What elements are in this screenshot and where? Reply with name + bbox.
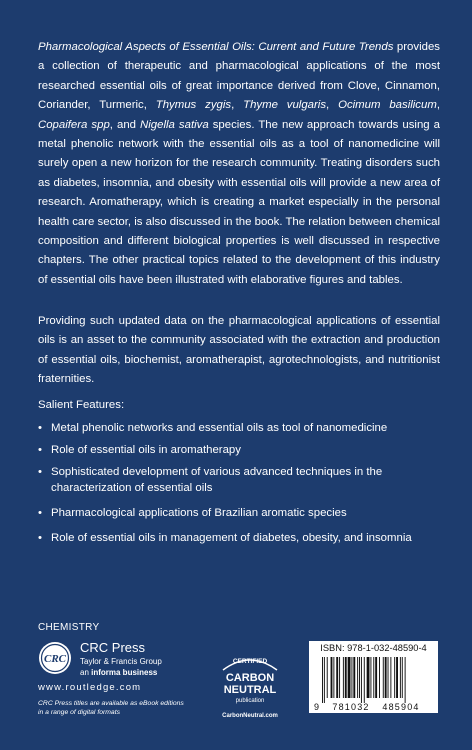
barcode-bar: [333, 657, 334, 698]
barcode-panel: [309, 641, 438, 713]
barcode-bar: [327, 657, 328, 698]
bullet-icon: •: [38, 507, 42, 519]
publisher-name: CRC Press: [80, 640, 146, 655]
features-list: [38, 420, 440, 546]
barcode-bar: [348, 657, 351, 698]
barcode-bar: [375, 657, 377, 698]
barcode-bar: [405, 657, 406, 703]
barcode-bars: [322, 657, 406, 703]
subject-category: CHEMISTRY: [38, 622, 100, 633]
barcode-bar: [390, 657, 391, 698]
ebook-note-line-2: in a range of digital formats: [38, 709, 120, 716]
barcode-bar: [373, 657, 374, 698]
barcode-bar: [345, 657, 347, 698]
barcode-bar: [400, 657, 401, 698]
barcode-bar: [364, 657, 365, 703]
publisher-informa: an informa business: [80, 668, 158, 677]
publisher-group: Taylor & Francis Group: [80, 657, 162, 666]
carbon-neutral-logo-icon: [215, 648, 285, 720]
barcode-bar: [322, 657, 323, 703]
description-paragraph-1: Pharmacological Aspects of Essential Oils: Current and Future Trends provides a collection of therapeutic and pharmacological applications of the most researched essential oils of great importance derived from Clove, Cinnamon, Coriander, Turmeric, Thymus zygis, Thyme vulgaris, Ocimum basilicum, Copaifera spp, and Nigella sativa species. The new approach towards using a metal phenolic network with the essential oils as a tool of nanomedicine will surely open a new horizon for the research community. Treating disorders such as diabetes, insomnia, and obesity with essential oils will provide a new area of research. Aromatherapy, which is creating a market especially in the personal health care sector, is also discussed in the book. The relation between chemical composition and different biological properties is well discussed in respective chapters. The other practical topics related to the development of this industry of essential oils have been illustrated with elaborative figures and tables.: [38, 41, 440, 286]
feature-item: • Sophisticated development of various advanced techniques in the characterization of essential oils: [38, 466, 383, 494]
ebook-note-line-1: CRC Press titles are available as eBook editions: [38, 700, 184, 707]
barcode-bar: [324, 657, 325, 703]
barcode-bar: [379, 657, 380, 698]
barcode-bar: [339, 657, 340, 698]
barcode-bar: [361, 657, 362, 703]
bullet-icon: •: [38, 444, 42, 456]
crc-press-logo-icon: [38, 641, 72, 675]
salient-features-heading: Salient Features:: [38, 399, 125, 411]
feature-item: • Metal phenolic networks and essential oils as tool of nanomedicine: [38, 422, 388, 434]
barcode-digits-left: 781032: [332, 702, 370, 712]
cn-certified-text: CERTIFIED: [232, 658, 268, 665]
barcode-bar: [353, 657, 355, 698]
barcode-bar: [336, 657, 338, 698]
barcode-bar: [383, 657, 384, 698]
barcode-bar: [388, 657, 389, 698]
barcode-bar: [343, 657, 344, 698]
barcode-digit-first: 9: [314, 702, 320, 712]
feature-item: • Role of essential oils in aromatherapy: [38, 444, 241, 456]
book-title: Pharmacological Aspects of Essential Oils: Current and Future Trends: [38, 41, 394, 53]
cn-carbon-text: CARBON: [225, 672, 275, 684]
isbn-text: ISBN: 978-1-032-48590-4: [320, 643, 427, 653]
barcode-bar: [351, 657, 352, 698]
barcode-bar: [357, 657, 358, 698]
barcode-bar: [331, 657, 333, 698]
barcode-bar: [367, 657, 370, 698]
barcode-bar: [402, 657, 403, 698]
barcode-bar: [394, 657, 395, 698]
barcode-bar: [396, 657, 398, 698]
bullet-icon: •: [38, 532, 42, 544]
feature-item: • Pharmacological applications of Brazilian aromatic species: [38, 507, 347, 519]
cn-publication-text: publication: [235, 698, 265, 704]
cn-url-text: CarbonNeutral.com: [222, 713, 278, 719]
publisher-website: www.routledge.com: [38, 682, 142, 693]
cn-neutral-text: NEUTRAL: [223, 684, 277, 696]
description-paragraph-2: Providing such updated data on the pharmacological applications of essential oils is an asset to the community associated with the extraction and production of essential oils, biochemist, aromatherapist, agrotechnologists, and nutritionist fraternities.: [38, 315, 440, 386]
bullet-icon: •: [38, 422, 42, 434]
barcode-bar: [370, 657, 371, 698]
barcode-bar: [385, 657, 387, 698]
barcode-bar: [359, 657, 360, 698]
barcode-digits-right: 485904: [382, 702, 420, 712]
crc-logo-text: CRC: [43, 653, 67, 665]
bullet-icon: •: [38, 466, 42, 478]
feature-item: • Role of essential oils in management of diabetes, obesity, and insomnia: [38, 532, 412, 544]
